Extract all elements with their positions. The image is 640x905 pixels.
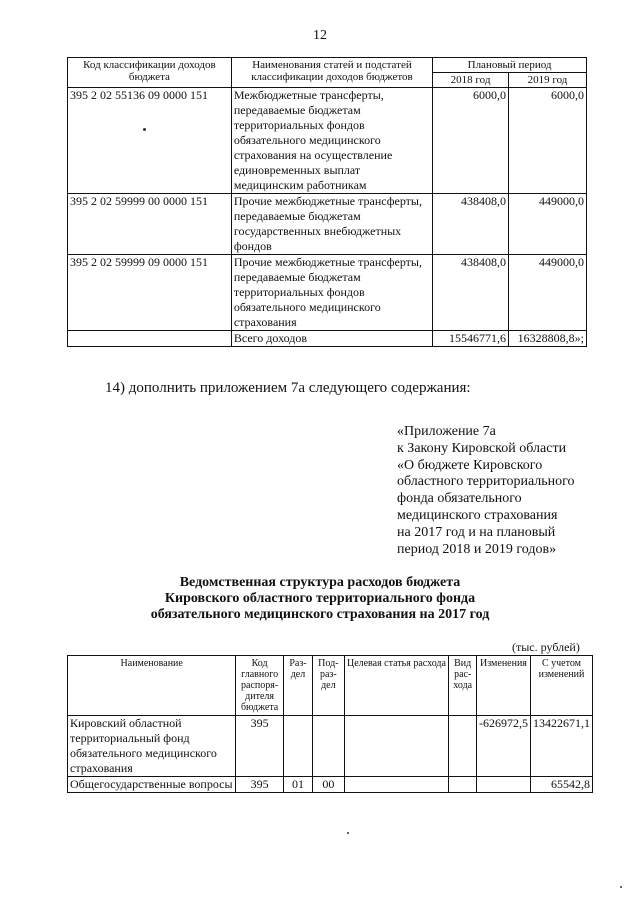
table-row [68,255,587,331]
row-name: Прочие межбюджетные трансферты, передаваемые бюджетам территориальных фондов обязательного медицинского страхования [231,255,432,331]
heading-line: Кировского областного территориального фонда [164,591,476,606]
row-code: 395 2 02 59999 00 0000 151 [68,194,232,255]
header-code: Код классификации доходов бюджета [68,58,232,88]
row-with-changes: 65542,8 [530,777,592,793]
units-label: (тыс. рублей) [512,640,580,654]
scan-speck [347,832,349,834]
header-with-changes: С учетом изменений [530,656,592,716]
row-target [344,777,449,793]
row-code: 395 [236,716,283,777]
row-code: 395 2 02 59999 09 0000 151 [68,255,232,331]
row-2019: 449000,0 [509,255,587,331]
row-razdel: 01 [283,777,312,793]
row-vid [449,716,477,777]
appendix-line: на 2017 год и на плановый [397,524,556,540]
revenue-table [67,57,587,347]
row-name: Общегосударственные вопросы [68,777,236,793]
row-name: Межбюджетные трансферты, передаваемые бюджетам территориальных фондов обязательного медицинского страхования на осуществление единовременных выплат медицинским работникам [231,88,432,194]
scan-speck [620,886,622,888]
appendix-line: областного территориального [397,474,575,490]
row-2019: 449000,0 [509,194,587,255]
table-row [68,88,587,194]
row-2019: 6000,0 [509,88,587,194]
row-changes: -626972,5 [476,716,530,777]
total-empty [68,331,232,347]
appendix-line: к Закону Кировской области [397,440,567,456]
appendix-line: медицинского страхования [397,507,558,523]
section-heading [0,575,640,623]
header-2018: 2018 год [433,73,509,88]
heading-line: обязательного медицинского страхования на 2017 год [150,607,490,622]
table-row [68,194,587,255]
row-vid [449,777,477,793]
total-2018: 15546771,6 [433,331,509,347]
header-changes: Изменения [476,656,530,716]
table-header-row [68,58,587,73]
row-code: 395 2 02 55136 09 0000 151 [68,88,232,194]
page-number: 12 [313,28,327,43]
table-header-row [68,656,593,716]
scan-speck [143,128,146,131]
appendix-line: «Приложение 7а [397,424,496,439]
header-razdel: Раз-дел [283,656,312,716]
row-changes [476,777,530,793]
table-row [68,777,593,793]
header-period: Плановый период [433,58,587,73]
appendix-line: «О бюджете Кировского [397,457,543,473]
row-code: 395 [236,777,283,793]
header-target: Целевая статья расхода [344,656,449,716]
row-name: Прочие межбюджетные трансферты, передаваемые бюджетам государственных внебюджетных фондов [231,194,432,255]
appendix-line: период 2018 и 2019 годов» [397,541,557,557]
header-podrazdel: Под-раз-дел [313,656,344,716]
total-2019: 16328808,8»; [509,331,587,347]
header-name: Наименование [68,656,236,716]
row-target [344,716,449,777]
heading-line: Ведомственная структура расходов бюджета [179,575,461,590]
table-row [68,716,593,777]
row-2018: 438408,0 [433,255,509,331]
row-razdel [283,716,312,777]
expenditure-table [67,655,593,793]
row-podrazdel [313,716,344,777]
header-vid: Вид рас-хода [449,656,477,716]
appendix-block [397,424,575,558]
appendix-line: фонда обязательного [397,491,522,507]
row-name: Кировский областной территориальный фонд обязательного медицинского страхования [68,716,236,777]
row-2018: 6000,0 [433,88,509,194]
header-2019: 2019 год [509,73,587,88]
amendment-paragraph: 14) дополнить приложением 7а следующего содержания: [105,380,471,396]
row-podrazdel: 00 [313,777,344,793]
header-name: Наименования статей и подстатей классификации доходов бюджетов [231,58,432,88]
total-row [68,331,587,347]
row-2018: 438408,0 [433,194,509,255]
header-code: Код главного распоря-дителя бюджета [236,656,283,716]
total-label: Всего доходов [231,331,432,347]
row-with-changes: 13422671,1 [530,716,592,777]
